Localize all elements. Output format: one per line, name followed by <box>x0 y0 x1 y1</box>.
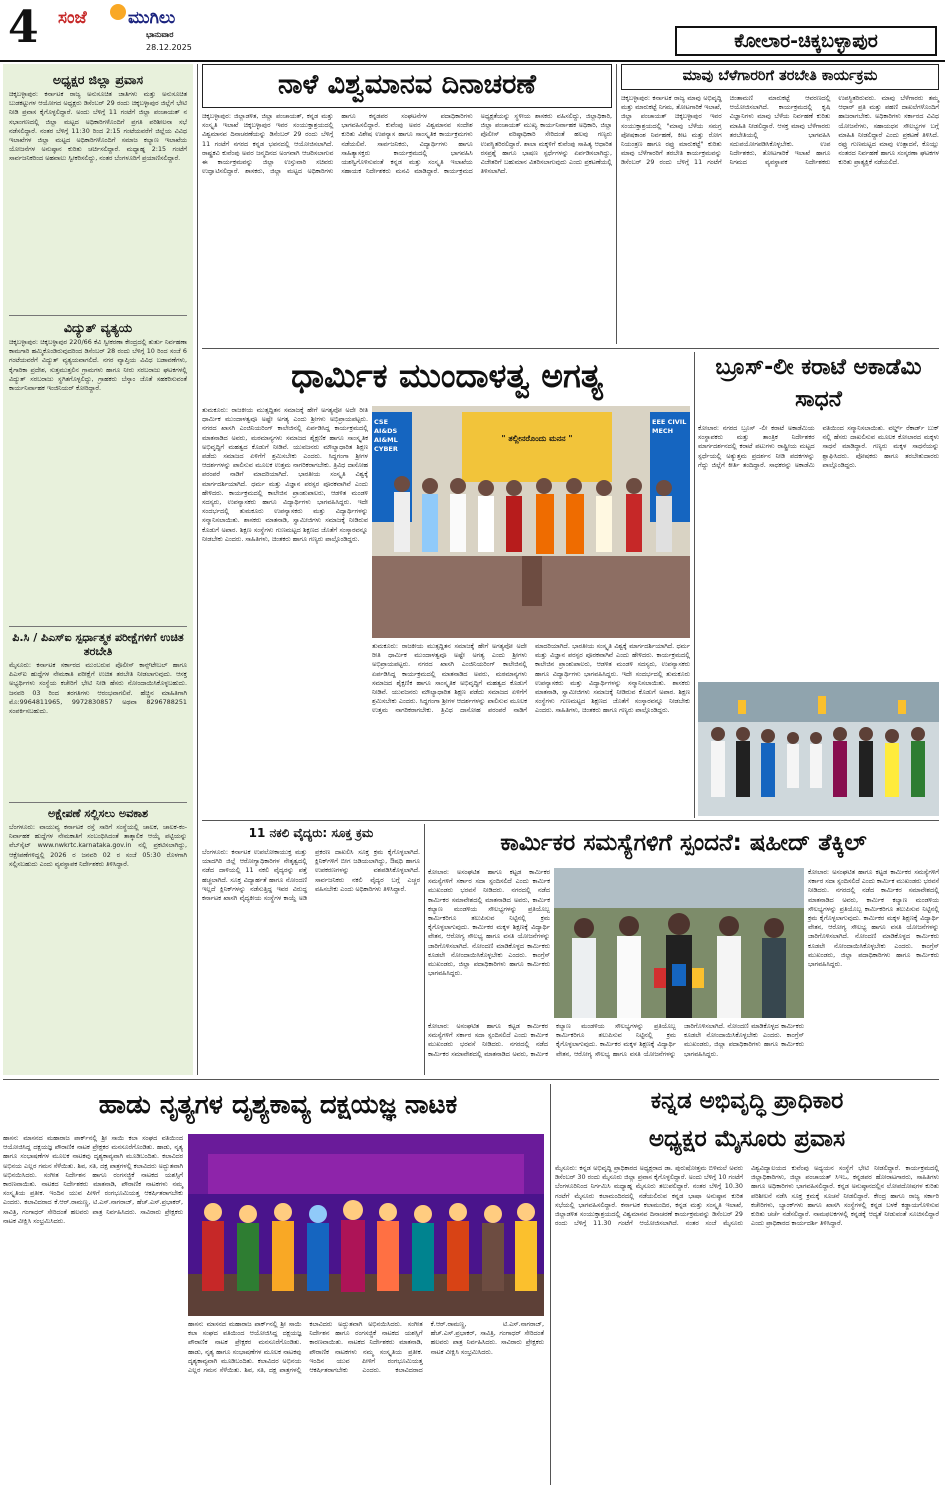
drama-body-lead: ಹಾಸನ: ಮಾಸನದ ಮಹಾರಾಜ ಪಾರ್ಕ್‌ನಲ್ಲಿ ಶ್ರೀ ಸಾಯಿ ಕಲಾ ಸಂಘದ ವತಿಯಿಂದ ಆಯೋಜಿಸಿದ್ದ ದಕ್ಷಯಜ್ಞ ಪೌರಾಣಿಕ ನಾಟಕ ಪ್ರೇಕ್ಷಕರ ಮನಸೂರೆಗೊಂಡಿತು. ಹಾಡು, ನೃತ್ಯ ಹಾಗೂ ಸಂಭಾಷಣೆಗಳ ಮೂಲಕ ನಾಟಕವು ದೃಶ್ಯಕಾವ್ಯವಾಗಿ ಮೂಡಿಬಂದಿತು. ಕಲಾವಿದರ ಅಭಿನಯ ಎಲ್ಲರ ಗಮನ ಸೆಳೆಯಿತು. ಶಿವ, ಸತಿ, ದಕ್ಷ ಪಾತ್ರಗಳಲ್ಲಿ ಕಲಾವಿದರು ಅದ್ಭುತವಾಗಿ ಅಭಿನಯಿಸಿದರು. ಸಂಗೀತ ನಿರ್ದೇಶನ ಹಾಗೂ ರಂಗಸಜ್ಜಿಕೆ ನಾಟಕದ ಯಶಸ್ಸಿಗೆ ಕಾರಣವಾಯಿತು. ನಾಟಕದ ನಿರ್ದೇಶಕರು ಮಾತನಾಡಿ, ಪೌರಾಣಿಕ ನಾಟಕಗಳು ನಮ್ಮ ಸಂಸ್ಕೃತಿಯ ಪ್ರತೀಕ. ಇಂದಿನ ಯುವ ಪೀಳಿಗೆ ರಂಗಭೂಮಿಯತ್ತ ಆಕರ್ಷಿತರಾಗಬೇಕು ಎಂದರು. ಕಲಾವಿದರಾದ ಕೆ.ಆರ್.ರಾಮಣ್ಣ, ಟಿ.ಎಸ್.ನಾಗರಾಜ್, ಹೆಚ್.ಎಸ್.ಪ್ರಭಾಕರ್, ಸಾವಿತ್ರಿ, ಗಂಗಾಧರ್ ಸೇರಿದಂತೆ ಹಲವರು ಪಾತ್ರ ನಿರ್ವಹಿಸಿದರು. ಸಾವಿರಾರು ಪ್ರೇಕ್ಷಕರು ನಾಟಕ ವೀಕ್ಷಿಸಿ ಸಂಭ್ರಮಿಸಿದರು. <box>3 1134 183 1225</box>
karate-photo-illustration <box>698 682 939 816</box>
left-sidebar <box>3 64 193 1075</box>
religion-event-photo <box>372 406 690 638</box>
drama-stage-photo <box>188 1134 544 1316</box>
sidebar-story1-headline: ಅಧ್ಯಕ್ಷರ ಜಿಲ್ಲಾ ಪ್ರವಾಸ <box>52 72 144 87</box>
workers-body-lead: ಕೋಲಾರ: ಅಸಂಘಟಿತ ಹಾಗೂ ಕಟ್ಟಡ ಕಾರ್ಮಿಕರ ಸಮಸ್ಯೆಗಳಿಗೆ ಸರ್ಕಾರ ಸದಾ ಸ್ಪಂದಿಸಲಿದೆ ಎಂದು ಕಾರ್ಮಿಕ ಮುಖಂಡರು ಭರವಸೆ ನೀಡಿದರು. ನಗರದಲ್ಲಿ ನಡೆದ ಕಾರ್ಮಿಕರ ಸಮಾವೇಶದಲ್ಲಿ ಮಾತನಾಡಿದ ಅವರು, ಕಾರ್ಮಿಕ ಕಲ್ಯಾಣ ಮಂಡಳಿಯ ಸೌಲಭ್ಯಗಳನ್ನು ಪ್ರತಿಯೊಬ್ಬ ಕಾರ್ಮಿಕರಿಗೂ ತಲುಪಿಸುವ ನಿಟ್ಟಿನಲ್ಲಿ ಕ್ರಮ ಕೈಗೊಳ್ಳಲಾಗುವುದು. ಕಾರ್ಮಿಕರ ಮಕ್ಕಳ ಶಿಕ್ಷಣಕ್ಕೆ ವಿದ್ಯಾರ್ಥಿ ವೇತನ, ಆರೋಗ್ಯ ಸೌಲಭ್ಯ ಹಾಗೂ ವಸತಿ ಯೋಜನೆಗಳನ್ನು ಜಾರಿಗೊಳಿಸಲಾಗಿದೆ. ನೋಂದಣಿ ಮಾಡಿಕೊಳ್ಳದ ಕಾರ್ಮಿಕರು ಕೂಡಲೇ ನೋಂದಾಯಿಸಿಕೊಳ್ಳಬೇಕು ಎಂದರು. ಕಾಂಗ್ರೆಸ್ ಮುಖಂಡರು, ಜಿಲ್ಲಾ ಪದಾಧಿಕಾರಿಗಳು ಹಾಗೂ ಕಾರ್ಮಿಕರು ಭಾಗವಹಿಸಿದ್ದರು. <box>428 868 550 978</box>
sidebar-story3-body: ಮೈಸೂರು: ಕರ್ನಾಟಕ ಸರ್ಕಾರದ ಮುಂಬರುವ ಪೊಲೀಸ್ ಕಾನ್ಸ್‌ಟೇಬಲ್ ಹಾಗೂ ಪಿಎಸ್ಐ ಹುದ್ದೆಗಳ ನೇಮಕಾತಿ ಪರೀಕ್ಷೆಗೆ ಉಚಿತ ತರಬೇತಿ ನೀಡಲಾಗುವುದು. ಆಸಕ್ತ ಅಭ್ಯರ್ಥಿಗಳು ಸಂಸ್ಥೆಯ ಕಚೇರಿಗೆ ಭೇಟಿ ನೀಡಿ ಹೆಸರು ನೋಂದಾಯಿಸಿಕೊಳ್ಳಬಹುದು. ಜನವರಿ 03 ರಿಂದ ತರಗತಿಗಳು ಆರಂಭವಾಗಲಿವೆ. ಹೆಚ್ಚಿನ ಮಾಹಿತಿಗಾಗಿ ಮೊ:9964811965, 9972830857 ಅಥವಾ 8296788251 ಸಂಪರ್ಕಿಸಬಹುದು. <box>9 661 187 716</box>
sidebar-story4-body: ಬೆಂಗಳೂರು: ವಾಯುವ್ಯ ಕರ್ನಾಟಕ ರಸ್ತೆ ಸಾರಿಗೆ ಸಂಸ್ಥೆಯಲ್ಲಿ ಚಾಲಕ, ಚಾಲಕ-ಕಂ-ನಿರ್ವಾಹಕ ಹುದ್ದೆಗಳ ನೇಮಕಾತಿಗೆ ಸಂಬಂಧಿಸಿದಂತೆ ತಾತ್ಕಾಲಿಕ ಆಯ್ಕೆ ಪಟ್ಟಿಯನ್ನು ವೆಬ್‌ಸೈಟ್ www.nwkrtc.karnataka.gov.in ನಲ್ಲಿ ಪ್ರಕಟಿಸಲಾಗಿದ್ದು, ಆಕ್ಷೇಪಣೆಗಳಿದ್ದಲ್ಲಿ 2026 ರ ಜನವರಿ 02 ರ ಸಂಜೆ 05:30 ರೊಳಗಾಗಿ ಸಲ್ಲಿಸಬಹುದು ಎಂದು ವ್ಯವಸ್ಥಾಪಕ ನಿರ್ದೇಶಕರು ತಿಳಿಸಿದ್ದಾರೆ. <box>9 823 187 868</box>
drama-photo-illustration <box>188 1134 544 1316</box>
karate-team-photo <box>698 682 939 816</box>
column-rule <box>197 64 198 1075</box>
section-rule <box>202 348 939 349</box>
drama-body-continued: ಹಾಸನ: ಮಾಸನದ ಮಹಾರಾಜ ಪಾರ್ಕ್‌ನಲ್ಲಿ ಶ್ರೀ ಸಾಯಿ ಕಲಾ ಸಂಘದ ವತಿಯಿಂದ ಆಯೋಜಿಸಿದ್ದ ದಕ್ಷಯಜ್ಞ ಪೌರಾಣಿಕ ನಾಟಕ ಪ್ರೇಕ್ಷಕರ ಮನಸೂರೆಗೊಂಡಿತು. ಹಾಡು, ನೃತ್ಯ ಹಾಗೂ ಸಂಭಾಷಣೆಗಳ ಮೂಲಕ ನಾಟಕವು ದೃಶ್ಯಕಾವ್ಯವಾಗಿ ಮೂಡಿಬಂದಿತು. ಕಲಾವಿದರ ಅಭಿನಯ ಎಲ್ಲರ ಗಮನ ಸೆಳೆಯಿತು. ಶಿವ, ಸತಿ, ದಕ್ಷ ಪಾತ್ರಗಳಲ್ಲಿ ಕಲಾವಿದರು ಅದ್ಭುತವಾಗಿ ಅಭಿನಯಿಸಿದರು. ಸಂಗೀತ ನಿರ್ದೇಶನ ಹಾಗೂ ರಂಗಸಜ್ಜಿಕೆ ನಾಟಕದ ಯಶಸ್ಸಿಗೆ ಕಾರಣವಾಯಿತು. ನಾಟಕದ ನಿರ್ದೇಶಕರು ಮಾತನಾಡಿ, ಪೌರಾಣಿಕ ನಾಟಕಗಳು ನಮ್ಮ ಸಂಸ್ಕೃತಿಯ ಪ್ರತೀಕ. ಇಂದಿನ ಯುವ ಪೀಳಿಗೆ ರಂಗಭೂಮಿಯತ್ತ ಆಕರ್ಷಿತರಾಗಬೇಕು ಎಂದರು. ಕಲಾವಿದರಾದ ಕೆ.ಆರ್.ರಾಮಣ್ಣ, ಟಿ.ಎಸ್.ನಾಗರಾಜ್, ಹೆಚ್.ಎಸ್.ಪ್ರಭಾಕರ್, ಸಾವಿತ್ರಿ, ಗಂಗಾಧರ್ ಸೇರಿದಂತೆ ಹಲವರು ಪಾತ್ರ ನಿರ್ವಹಿಸಿದರು. ಸಾವಿರಾರು ಪ್ರೇಕ್ಷಕರು ನಾಟಕ ವೀಕ್ಷಿಸಿ ಸಂಭ್ರಮಿಸಿದರು. <box>188 1320 544 1375</box>
karate-headline: ಬ್ರೂಸ್-ಲೀ ಕರಾಟೆ ಅಕಾಡೆಮಿ ಸಾಧನೆ <box>715 355 922 412</box>
drama-headline: ಹಾಡು ನೃತ್ಯಗಳ ದೃಶ್ಯಕಾವ್ಯ ದಕ್ಷಯಜ್ಞ ನಾಟಕ <box>98 1090 458 1120</box>
human-unity-headline: ನಾಳೆ ವಿಶ್ವಮಾನವ ದಿನಾಚರಣೆ <box>202 64 612 108</box>
workers-headline: ಕಾರ್ಮಿಕರ ಸಮಸ್ಯೆಗಳಿಗೆ ಸ್ಪಂದನೆ: ಷಹೀದ್ ತೆಕ್ಕಿಲ್ <box>500 830 867 856</box>
issue-date: 28.12.2025 <box>146 43 192 52</box>
section-rule <box>3 1079 939 1080</box>
column-rule <box>616 64 617 344</box>
religion-photo-banner: " ತಲ್ಲೀನರೊಂದು ಮನನ " <box>501 434 573 443</box>
sidebar-divider <box>9 626 187 627</box>
sidebar-story2-headline: ವಿದ್ಯುತ್ ವ್ಯತ್ಯಯ <box>63 320 133 335</box>
religion-headline: ಧಾರ್ಮಿಕ ಮುಂದಾಳತ್ವ ಅಗತ್ಯ <box>291 356 603 395</box>
workers-body-right: ಕೋಲಾರ: ಅಸಂಘಟಿತ ಹಾಗೂ ಕಟ್ಟಡ ಕಾರ್ಮಿಕರ ಸಮಸ್ಯೆಗಳಿಗೆ ಸರ್ಕಾರ ಸದಾ ಸ್ಪಂದಿಸಲಿದೆ ಎಂದು ಕಾರ್ಮಿಕ ಮುಖಂಡರು ಭರವಸೆ ನೀಡಿದರು. ನಗರದಲ್ಲಿ ನಡೆದ ಕಾರ್ಮಿಕರ ಸಮಾವೇಶದಲ್ಲಿ ಮಾತನಾಡಿದ ಅವರು, ಕಾರ್ಮಿಕ ಕಲ್ಯಾಣ ಮಂಡಳಿಯ ಸೌಲಭ್ಯಗಳನ್ನು ಪ್ರತಿಯೊಬ್ಬ ಕಾರ್ಮಿಕರಿಗೂ ತಲುಪಿಸುವ ನಿಟ್ಟಿನಲ್ಲಿ ಕ್ರಮ ಕೈಗೊಳ್ಳಲಾಗುವುದು. ಕಾರ್ಮಿಕರ ಮಕ್ಕಳ ಶಿಕ್ಷಣಕ್ಕೆ ವಿದ್ಯಾರ್ಥಿ ವೇತನ, ಆರೋಗ್ಯ ಸೌಲಭ್ಯ ಹಾಗೂ ವಸತಿ ಯೋಜನೆಗಳನ್ನು ಜಾರಿಗೊಳಿಸಲಾಗಿದೆ. ನೋಂದಣಿ ಮಾಡಿಕೊಳ್ಳದ ಕಾರ್ಮಿಕರು ಕೂಡಲೇ ನೋಂದಾಯಿಸಿಕೊಳ್ಳಬೇಕು ಎಂದರು. ಕಾಂಗ್ರೆಸ್ ಮುಖಂಡರು, ಜಿಲ್ಲಾ ಪದಾಧಿಕಾರಿಗಳು ಹಾಗೂ ಕಾರ್ಮಿಕರು ಭಾಗವಹಿಸಿದ್ದರು. <box>808 868 939 969</box>
sidebar-divider <box>9 802 187 803</box>
human-unity-body: ಚಿಕ್ಕಬಳ್ಳಾಪುರ: ಜಿಲ್ಲಾಡಳಿತ, ಜಿಲ್ಲಾ ಪಂಚಾಯತ್, ಕನ್ನಡ ಮತ್ತು ಸಂಸ್ಕೃತಿ ಇಲಾಖೆ ಚಿಕ್ಕಬಳ್ಳಾಪುರ ಇವರ ಸಂಯುಕ್ತಾಶ್ರಯದಲ್ಲಿ ವಿಶ್ವಮಾನವ ದಿನಾಚರಣೆಯನ್ನು ಡಿಸೆಂಬರ್ 29 ರಂದು ಬೆಳಿಗ್ಗೆ 11 ಗಂಟೆಗೆ ನಗರದ ಕನ್ನಡ ಭವನದಲ್ಲಿ ಆಯೋಜಿಸಲಾಗಿದೆ. ರಾಷ್ಟ್ರಕವಿ ಕುವೆಂಪು ಅವರ ಜನ್ಮದಿನದ ಅಂಗವಾಗಿ ಆಚರಿಸಲಾಗುವ ಈ ಕಾರ್ಯಕ್ರಮವನ್ನು ಜಿಲ್ಲಾ ಉಸ್ತುವಾರಿ ಸಚಿವರು ಉದ್ಘಾಟಿಸಲಿದ್ದಾರೆ. ಶಾಸಕರು, ಜಿಲ್ಲಾ ಮಟ್ಟದ ಅಧಿಕಾರಿಗಳು ಹಾಗೂ ಕನ್ನಡಪರ ಸಂಘಟನೆಗಳ ಪದಾಧಿಕಾರಿಗಳು ಭಾಗವಹಿಸಲಿದ್ದಾರೆ. ಕುವೆಂಪು ಅವರ ವಿಶ್ವಮಾನವ ಸಂದೇಶ ಕುರಿತು ವಿಶೇಷ ಉಪನ್ಯಾಸ ಹಾಗೂ ಸಾಂಸ್ಕೃತಿಕ ಕಾರ್ಯಕ್ರಮಗಳು ನಡೆಯಲಿವೆ. ಸಾರ್ವಜನಿಕರು, ವಿದ್ಯಾರ್ಥಿಗಳು ಹಾಗೂ ಸಾಹಿತ್ಯಾಸಕ್ತರು ಕಾರ್ಯಕ್ರಮದಲ್ಲಿ ಭಾಗವಹಿಸಿ ಯಶಸ್ವಿಗೊಳಿಸುವಂತೆ ಕನ್ನಡ ಮತ್ತು ಸಂಸ್ಕೃತಿ ಇಲಾಖೆಯ ಸಹಾಯಕ ನಿರ್ದೇಶಕರು ಮನವಿ ಮಾಡಿದ್ದಾರೆ. ಕಾರ್ಯಕ್ರಮದ ಅಧ್ಯಕ್ಷತೆಯನ್ನು ಸ್ಥಳೀಯ ಶಾಸಕರು ವಹಿಸಲಿದ್ದು, ಜಿಲ್ಲಾಧಿಕಾರಿ, ಜಿಲ್ಲಾ ಪಂಚಾಯತ್ ಮುಖ್ಯ ಕಾರ್ಯನಿರ್ವಾಹಕ ಅಧಿಕಾರಿ, ಜಿಲ್ಲಾ ಪೊಲೀಸ್ ವರಿಷ್ಠಾಧಿಕಾರಿ ಸೇರಿದಂತೆ ಹಲವು ಗಣ್ಯರು ಉಪಸ್ಥಿತರಿರಲಿದ್ದಾರೆ. ಶಾಲಾ ಮಕ್ಕಳಿಗೆ ಕುವೆಂಪು ಸಾಹಿತ್ಯ ಆಧಾರಿತ ರಸಪ್ರಶ್ನೆ ಹಾಗೂ ಭಾಷಣ ಸ್ಪರ್ಧೆಗಳನ್ನು ಏರ್ಪಡಿಸಲಾಗಿದ್ದು, ವಿಜೇತರಿಗೆ ಬಹುಮಾನ ವಿತರಿಸಲಾಗುವುದು ಎಂದು ಪ್ರಕಟಣೆಯಲ್ಲಿ ತಿಳಿಸಲಾಗಿದೆ. <box>202 112 612 176</box>
kannada-authority-headline-line2: ಅಧ್ಯಕ್ಷರ ಮೈಸೂರು ಪ್ರವಾಸ <box>648 1126 846 1152</box>
sidebar-story1-body: ಚಿಕ್ಕಬಳ್ಳಾಪುರ: ಕರ್ನಾಟಕ ರಾಜ್ಯ ಅನುಸೂಚಿತ ಜಾತಿಗಳು ಮತ್ತು ಅನುಸೂಚಿತ ಬುಡಕಟ್ಟುಗಳ ಆಯೋಗದ ಅಧ್ಯಕ್ಷರು ಡಿಸೆಂಬರ್ 29 ರಂದು ಚಿಕ್ಕಬಳ್ಳಾಪುರ ಜಿಲ್ಲೆಗೆ ಭೇಟಿ ನೀಡಿ ಪ್ರವಾಸ ಕೈಗೊಳ್ಳಲಿದ್ದಾರೆ. ಅಂದು ಬೆಳಿಗ್ಗೆ 11 ಗಂಟೆಗೆ ಜಿಲ್ಲಾ ಪಂಚಾಯತ್ ನ ಸಭಾಂಗಣದಲ್ಲಿ ಜಿಲ್ಲಾ ಮಟ್ಟದ ಅಧಿಕಾರಿಗಳೊಂದಿಗೆ ಪ್ರಗತಿ ಪರಿಶೀಲನಾ ಸಭೆ ನಡೆಸಲಿದ್ದಾರೆ. ನಂತರ ಬೆಳಿಗ್ಗೆ 11:30 ರಿಂದ 2:15 ಗಂಟೆಯವರೆಗೆ ಜಿಲ್ಲೆಯ ವಿವಿಧ ಇಲಾಖೆಗಳ ಜಿಲ್ಲಾ ಮಟ್ಟದ ಅಧಿಕಾರಿಗಳೊಂದಿಗೆ ಸಮಾಜ ಕಲ್ಯಾಣ ಇಲಾಖೆಯ ಯೋಜನೆಗಳ ಅನುಷ್ಠಾನ ಕುರಿತು ಚರ್ಚಿಸಲಿದ್ದಾರೆ. ಮಧ್ಯಾಹ್ನ 2:15 ಗಂಟೆಗೆ ಸಾರ್ವಜನಿಕರಿಂದ ಅಹವಾಲು ಸ್ವೀಕರಿಸಲಿದ್ದು, ನಂತರ ಬೆಂಗಳೂರಿಗೆ ಪ್ರಯಾಣಿಸಲಿದ್ದಾರೆ. <box>9 90 187 163</box>
fake-doctors-body: ಬೆಂಗಳೂರು: ಕರ್ನಾಟಕ ಉಪಲೋಕಾಯುಕ್ತ ಮತ್ತು ಯಾದಗಿರಿ ಜಿಲ್ಲೆ ಆರೋಗ್ಯಾಧಿಕಾರಿಗಳ ನೇತೃತ್ವದಲ್ಲಿ ನಡೆದ ದಾಳಿಯಲ್ಲಿ 11 ನಕಲಿ ವೈದ್ಯರನ್ನು ಪತ್ತೆ ಹಚ್ಚಲಾಗಿದೆ. ಸೂಕ್ತ ವಿದ್ಯಾರ್ಹತೆ ಹಾಗೂ ನೋಂದಣಿ ಇಲ್ಲದೆ ಕ್ಲಿನಿಕ್‌ಗಳನ್ನು ನಡೆಸುತ್ತಿದ್ದ ಇವರ ವಿರುದ್ಧ ಕರ್ನಾಟಕ ಖಾಸಗಿ ವೈದ್ಯಕೀಯ ಸಂಸ್ಥೆಗಳ ಕಾಯ್ದೆ ಅಡಿ ಪ್ರಕರಣ ದಾಖಲಿಸಿ ಸೂಕ್ತ ಕ್ರಮ ಕೈಗೊಳ್ಳಲಾಗಿದೆ. ಕ್ಲಿನಿಕ್‌ಗಳಿಗೆ ಬೀಗ ಜಡಿಯಲಾಗಿದ್ದು, ಔಷಧಿ ಹಾಗೂ ಉಪಕರಣಗಳನ್ನು ವಶಪಡಿಸಿಕೊಳ್ಳಲಾಗಿದೆ. ಸಾರ್ವಜನಿಕರು ನಕಲಿ ವೈದ್ಯರ ಬಗ್ಗೆ ಎಚ್ಚರ ವಹಿಸಬೇಕು ಎಂದು ಅಧಿಕಾರಿಗಳು ತಿಳಿಸಿದ್ದಾರೆ. <box>202 848 420 903</box>
workers-body-bottom: ಕೋಲಾರ: ಅಸಂಘಟಿತ ಹಾಗೂ ಕಟ್ಟಡ ಕಾರ್ಮಿಕರ ಸಮಸ್ಯೆಗಳಿಗೆ ಸರ್ಕಾರ ಸದಾ ಸ್ಪಂದಿಸಲಿದೆ ಎಂದು ಕಾರ್ಮಿಕ ಮುಖಂಡರು ಭರವಸೆ ನೀಡಿದರು. ನಗರದಲ್ಲಿ ನಡೆದ ಕಾರ್ಮಿಕರ ಸಮಾವೇಶದಲ್ಲಿ ಮಾತನಾಡಿದ ಅವರು, ಕಾರ್ಮಿಕ ಕಲ್ಯಾಣ ಮಂಡಳಿಯ ಸೌಲಭ್ಯಗಳನ್ನು ಪ್ರತಿಯೊಬ್ಬ ಕಾರ್ಮಿಕರಿಗೂ ತಲುಪಿಸುವ ನಿಟ್ಟಿನಲ್ಲಿ ಕ್ರಮ ಕೈಗೊಳ್ಳಲಾಗುವುದು. ಕಾರ್ಮಿಕರ ಮಕ್ಕಳ ಶಿಕ್ಷಣಕ್ಕೆ ವಿದ್ಯಾರ್ಥಿ ವೇತನ, ಆರೋಗ್ಯ ಸೌಲಭ್ಯ ಹಾಗೂ ವಸತಿ ಯೋಜನೆಗಳನ್ನು ಜಾರಿಗೊಳಿಸಲಾಗಿದೆ. ನೋಂದಣಿ ಮಾಡಿಕೊಳ್ಳದ ಕಾರ್ಮಿಕರು ಕೂಡಲೇ ನೋಂದಾಯಿಸಿಕೊಳ್ಳಬೇಕು ಎಂದರು. ಕಾಂಗ್ರೆಸ್ ಮುಖಂಡರು, ಜಿಲ್ಲಾ ಪದಾಧಿಕಾರಿಗಳು ಹಾಗೂ ಕಾರ್ಮಿಕರು ಭಾಗವಹಿಸಿದ್ದರು. <box>428 1022 804 1058</box>
masthead-rule <box>0 60 945 62</box>
page-number: 4 <box>8 2 39 53</box>
column-rule <box>694 352 695 818</box>
workers-press-photo <box>554 868 804 1018</box>
sidebar-divider <box>9 315 187 316</box>
religion-body-continued: ತುಮಕೂರು: ರಾಜಕೀಯ ಮುತ್ಸದ್ದಿತನ ಸಮಾಜಕ್ಕೆ ಹೇಗೆ ಅಗತ್ಯವೋ ಅದೇ ರೀತಿ ಧಾರ್ಮಿಕ ಮುಂದಾಳತ್ವವೂ ಅಷ್ಟೇ ಅಗತ್ಯ ಎಂದು ಶ್ರೀಗಳು ಅಭಿಪ್ರಾಯಪಟ್ಟರು. ನಗರದ ಖಾಸಗಿ ಎಂಜಿನಿಯರಿಂಗ್ ಕಾಲೇಜಿನಲ್ಲಿ ಏರ್ಪಡಿಸಿದ್ದ ಕಾರ್ಯಕ್ರಮದಲ್ಲಿ ಮಾತನಾಡಿದ ಅವರು, ಮಠಮಾನ್ಯಗಳು ಸಮಾಜದ ಶೈಕ್ಷಣಿಕ ಹಾಗೂ ಸಾಂಸ್ಕೃತಿಕ ಅಭಿವೃದ್ಧಿಗೆ ಮಹತ್ವದ ಕೊಡುಗೆ ನೀಡಿವೆ. ಯುವಜನರು ಮೌಲ್ಯಾಧಾರಿತ ಶಿಕ್ಷಣ ಪಡೆದು ಸಮಾಜದ ಏಳಿಗೆಗೆ ಶ್ರಮಿಸಬೇಕು ಎಂದರು. ಸಿದ್ಧಗಂಗಾ ಶ್ರೀಗಳ ಆದರ್ಶಗಳನ್ನು ಪಾಲಿಸುವ ಮೂಲಕ ಉತ್ತಮ ನಾಗರಿಕರಾಗಬೇಕು. ತ್ರಿವಿಧ ದಾಸೋಹ ಪರಂಪರೆ ನಾಡಿಗೆ ಮಾದರಿಯಾಗಿದೆ. ಭಾರತೀಯ ಸಂಸ್ಕೃತಿ ವಿಶ್ವಕ್ಕೆ ಮಾರ್ಗದರ್ಶಿಯಾಗಿದೆ. ಧರ್ಮ ಮತ್ತು ವಿಜ್ಞಾನ ಪರಸ್ಪರ ಪೂರಕವಾಗಿವೆ ಎಂದು ಹೇಳಿದರು. ಕಾರ್ಯಕ್ರಮದಲ್ಲಿ ಕಾಲೇಜಿನ ಪ್ರಾಂಶುಪಾಲರು, ಆಡಳಿತ ಮಂಡಳಿ ಸದಸ್ಯರು, ಉಪನ್ಯಾಸಕರು ಹಾಗೂ ವಿದ್ಯಾರ್ಥಿಗಳು ಭಾಗವಹಿಸಿದ್ದರು. ಇದೇ ಸಂದರ್ಭದಲ್ಲಿ ತುಮಕೂರು ಉಪನ್ಯಾಸಕರು ಮತ್ತು ವಿದ್ಯಾರ್ಥಿಗಳನ್ನು ಸನ್ಮಾನಿಸಲಾಯಿತು. ಶಾಸಕರು ಮಾತನಾಡಿ, ಸ್ವಾಮೀಜಿಗಳು ಸಮಾಜಕ್ಕೆ ನೀಡಿರುವ ಕೊಡುಗೆ ಅಪಾರ. ಶಿಕ್ಷಣ ಸಂಸ್ಥೆಗಳು ಗುಣಮಟ್ಟದ ಶಿಕ್ಷಣದ ಜೊತೆಗೆ ಸಂಸ್ಕಾರವನ್ನೂ ನೀಡಬೇಕು ಎಂದರು. ಸಾಹಿತಿಗಳು, ಚಿಂತಕರು ಹಾಗೂ ಗಣ್ಯರು ಪಾಲ್ಗೊಂಡಿದ್ದರು. <box>372 642 690 715</box>
sun-logo-icon <box>110 4 126 20</box>
column-rule <box>424 824 425 1075</box>
district-label: ಕೋಲಾರ-ಚಿಕ್ಕಬಳ್ಳಾಪುರ <box>675 26 937 56</box>
kannada-authority-headline-line1: ಕನ್ನಡ ಅಭಿವೃದ್ಧಿ ಪ್ರಾಧಿಕಾರ <box>650 1088 844 1114</box>
people-group-icon <box>711 727 925 797</box>
mango-training-body: ಚಿಕ್ಕಬಳ್ಳಾಪುರ: ಕರ್ನಾಟಕ ರಾಜ್ಯ ಮಾವು ಅಭಿವೃದ್ಧಿ ಮತ್ತು ಮಾರುಕಟ್ಟೆ ನಿಗಮ, ತೋಟಗಾರಿಕೆ ಇಲಾಖೆ, ಜಿಲ್ಲಾ ಪಂಚಾಯತ್ ಚಿಕ್ಕಬಳ್ಳಾಪುರ ಇವರ ಸಂಯುಕ್ತಾಶ್ರಯದಲ್ಲಿ "ಮಾವು ಬೆಳೆಯ ಸಮಗ್ರ ಪೋಷಕಾಂಶ ನಿರ್ವಹಣೆ, ಕೀಟ ಮತ್ತು ರೋಗ ನಿಯಂತ್ರಣ ಹಾಗೂ ರಫ್ತು ಮಾರುಕಟ್ಟೆ" ಕುರಿತು ಮಾವು ಬೆಳೆಗಾರರಿಗೆ ತರಬೇತಿ ಕಾರ್ಯಕ್ರಮವನ್ನು ಡಿಸೆಂಬರ್ 29 ರಂದು ಬೆಳಿಗ್ಗೆ 11 ಗಂಟೆಗೆ ಚಿಂತಾಮಣಿ ಮಾರುಕಟ್ಟೆ ಆವರಣದಲ್ಲಿ ಆಯೋಜಿಸಲಾಗಿದೆ. ಕಾರ್ಯಕ್ರಮದಲ್ಲಿ ಕೃಷಿ ವಿಜ್ಞಾನಿಗಳು ಮಾವು ಬೆಳೆಯ ನಿರ್ವಹಣೆ ಕುರಿತು ಮಾಹಿತಿ ನೀಡಲಿದ್ದಾರೆ. ಆಸಕ್ತ ಮಾವು ಬೆಳೆಗಾರರು ತರಬೇತಿಯಲ್ಲಿ ಭಾಗವಹಿಸಿ ಸದುಪಯೋಗಪಡಿಸಿಕೊಳ್ಳಬೇಕು. ಉಪ ನಿರ್ದೇಶಕರು, ತೋಟಗಾರಿಕೆ ಇಲಾಖೆ ಹಾಗೂ ನಿಗಮದ ವ್ಯವಸ್ಥಾಪಕ ನಿರ್ದೇಶಕರು ಉಪಸ್ಥಿತರಿರುವರು. ಮಾವು ಬೆಳೆಗಾರರು ತಮ್ಮ ಆಧಾರ್ ಪ್ರತಿ ಮತ್ತು ಪಹಣಿ ದಾಖಲೆಗಳೊಂದಿಗೆ ಹಾಜರಾಗಬೇಕು. ಅಧಿಕಾರಿಗಳು ಸರ್ಕಾರದ ವಿವಿಧ ಯೋಜನೆಗಳು, ಸಹಾಯಧನ ಸೌಲಭ್ಯಗಳ ಬಗ್ಗೆ ಮಾಹಿತಿ ನೀಡಲಿದ್ದಾರೆ ಎಂದು ಪ್ರಕಟಣೆ ತಿಳಿಸಿದೆ. ರಫ್ತು ಗುಣಮಟ್ಟದ ಮಾವು ಉತ್ಪಾದನೆ, ಕೊಯ್ಲು ನಂತರದ ನಿರ್ವಹಣೆ ಹಾಗೂ ಸಂಸ್ಕರಣಾ ಘಟಕಗಳ ಕುರಿತು ಪ್ರಾತ್ಯಕ್ಷಿಕೆ ನಡೆಯಲಿದೆ. <box>621 94 939 167</box>
masthead <box>0 0 945 62</box>
workers-photo-illustration <box>554 868 804 1018</box>
fake-doctors-headline: 11 ನಕಲಿ ವೈದ್ಯರು: ಸೂಕ್ತ ಕ್ರಮ <box>248 826 374 840</box>
sidebar-story4-headline: ಅಕ್ಷೇಪಣೆ ಸಲ್ಲಿಸಲು ಅವಕಾಶ <box>47 807 149 820</box>
karate-body: ಕೋಲಾರ: ನಗರದ ಬ್ರೂಸ್ -ಲೀ ಕರಾಟೆ ಅಕಾಡೆಮಿಯ ಸಂಸ್ಥಾಪಕರು ಮತ್ತು ತಾಂತ್ರಿಕ ನಿರ್ದೇಶಕರ ಮಾರ್ಗದರ್ಶನದಲ್ಲಿ ಕರಾಟೆ ಪಟುಗಳು ರಾಷ್ಟ್ರೀಯ ಮಟ್ಟದ ಸ್ಪರ್ಧೆಯಲ್ಲಿ ಅತ್ಯುತ್ತಮ ಪ್ರದರ್ಶನ ನೀಡಿ ಪದಕಗಳನ್ನು ಗೆದ್ದು ಜಿಲ್ಲೆಗೆ ಕೀರ್ತಿ ತಂದಿದ್ದಾರೆ. ಸಾಧಕರನ್ನು ಅಕಾಡೆಮಿ ವತಿಯಿಂದ ಸನ್ಮಾನಿಸಲಾಯಿತು. ವರ್ಲ್ಡ್ ರೆಕಾರ್ಡ್ ಬುಕ್ ನಲ್ಲಿ ಹೆಸರು ದಾಖಲಿಸುವ ಮೂಲಕ ಕೋಲಾರದ ಮಕ್ಕಳು ಸಾಧನೆ ಮಾಡಿದ್ದಾರೆ. ಗಣ್ಯರು ಮಕ್ಕಳ ಸಾಧನೆಯನ್ನು ಶ್ಲಾಘಿಸಿದರು. ಪೋಷಕರು ಹಾಗೂ ತರಬೇತುದಾರರು ಪಾಲ್ಗೊಂಡಿದ್ದರು. <box>698 424 939 469</box>
mango-training-headline: ಮಾವು ಬೆಳೆಗಾರರಿಗೆ ತರಬೇತಿ ಕಾರ್ಯಕ್ರಮ <box>621 64 939 90</box>
column-rule <box>550 1084 551 1485</box>
religion-photo-banner-left: CSE AI&DS AI&ML CYBER <box>374 418 398 453</box>
issue-day: ಭಾನುವಾರ <box>146 30 174 39</box>
section-rule <box>202 820 939 821</box>
religion-body-lead: ತುಮಕೂರು: ರಾಜಕೀಯ ಮುತ್ಸದ್ದಿತನ ಸಮಾಜಕ್ಕೆ ಹೇಗೆ ಅಗತ್ಯವೋ ಅದೇ ರೀತಿ ಧಾರ್ಮಿಕ ಮುಂದಾಳತ್ವವೂ ಅಷ್ಟೇ ಅಗತ್ಯ ಎಂದು ಶ್ರೀಗಳು ಅಭಿಪ್ರಾಯಪಟ್ಟರು. ನಗರದ ಖಾಸಗಿ ಎಂಜಿನಿಯರಿಂಗ್ ಕಾಲೇಜಿನಲ್ಲಿ ಏರ್ಪಡಿಸಿದ್ದ ಕಾರ್ಯಕ್ರಮದಲ್ಲಿ ಮಾತನಾಡಿದ ಅವರು, ಮಠಮಾನ್ಯಗಳು ಸಮಾಜದ ಶೈಕ್ಷಣಿಕ ಹಾಗೂ ಸಾಂಸ್ಕೃತಿಕ ಅಭಿವೃದ್ಧಿಗೆ ಮಹತ್ವದ ಕೊಡುಗೆ ನೀಡಿವೆ. ಯುವಜನರು ಮೌಲ್ಯಾಧಾರಿತ ಶಿಕ್ಷಣ ಪಡೆದು ಸಮಾಜದ ಏಳಿಗೆಗೆ ಶ್ರಮಿಸಬೇಕು ಎಂದರು. ಸಿದ್ಧಗಂಗಾ ಶ್ರೀಗಳ ಆದರ್ಶಗಳನ್ನು ಪಾಲಿಸುವ ಮೂಲಕ ಉತ್ತಮ ನಾಗರಿಕರಾಗಬೇಕು. ತ್ರಿವಿಧ ದಾಸೋಹ ಪರಂಪರೆ ನಾಡಿಗೆ ಮಾದರಿಯಾಗಿದೆ. ಭಾರತೀಯ ಸಂಸ್ಕೃತಿ ವಿಶ್ವಕ್ಕೆ ಮಾರ್ಗದರ್ಶಿಯಾಗಿದೆ. ಧರ್ಮ ಮತ್ತು ವಿಜ್ಞಾನ ಪರಸ್ಪರ ಪೂರಕವಾಗಿವೆ ಎಂದು ಹೇಳಿದರು. ಕಾರ್ಯಕ್ರಮದಲ್ಲಿ ಕಾಲೇಜಿನ ಪ್ರಾಂಶುಪಾಲರು, ಆಡಳಿತ ಮಂಡಳಿ ಸದಸ್ಯರು, ಉಪನ್ಯಾಸಕರು ಹಾಗೂ ವಿದ್ಯಾರ್ಥಿಗಳು ಭಾಗವಹಿಸಿದ್ದರು. ಇದೇ ಸಂದರ್ಭದಲ್ಲಿ ತುಮಕೂರು ಉಪನ್ಯಾಸಕರು ಮತ್ತು ವಿದ್ಯಾರ್ಥಿಗಳನ್ನು ಸನ್ಮಾನಿಸಲಾಯಿತು. ಶಾಸಕರು ಮಾತನಾಡಿ, ಸ್ವಾಮೀಜಿಗಳು ಸಮಾಜಕ್ಕೆ ನೀಡಿರುವ ಕೊಡುಗೆ ಅಪಾರ. ಶಿಕ್ಷಣ ಸಂಸ್ಥೆಗಳು ಗುಣಮಟ್ಟದ ಶಿಕ್ಷಣದ ಜೊತೆಗೆ ಸಂಸ್ಕಾರವನ್ನೂ ನೀಡಬೇಕು ಎಂದರು. ಸಾಹಿತಿಗಳು, ಚಿಂತಕರು ಹಾಗೂ ಗಣ್ಯರು ಪಾಲ್ಗೊಂಡಿದ್ದರು. <box>202 406 368 543</box>
religion-photo-banner-right: EEE CIVIL MECH <box>652 418 687 435</box>
sidebar-story3-headline: ಪಿ.ಸಿ / ಪಿಎಸ್ಐ ಸ್ಪರ್ಧಾತ್ಮಕ ಪರೀಕ್ಷೆಗಳಿಗೆ ಉಚಿತ ತರಬೇತಿ <box>12 631 184 658</box>
brand-name-second: ಮುಗಿಲು <box>128 8 176 28</box>
brand-name-first: ಸಂಜೆ <box>58 8 87 28</box>
sidebar-story2-body: ಚಿಕ್ಕಬಳ್ಳಾಪುರ: ಚಿಕ್ಕಬಳ್ಳಾಪುರ 220/66 ಕೆವಿ ಸ್ವೀಕರಣಾ ಕೇಂದ್ರದಲ್ಲಿ ತುರ್ತು ನಿರ್ವಹಣಾ ಕಾಮಗಾರಿ ಹಮ್ಮಿಕೊಂಡಿರುವುದರಿಂದ ಡಿಸೆಂಬರ್ 28 ರಂದು ಬೆಳಿಗ್ಗೆ 10 ರಿಂದ ಸಂಜೆ 6 ಗಂಟೆಯವರೆಗೆ ವಿದ್ಯುತ್ ವ್ಯತ್ಯಯವಾಗಲಿದೆ. ನಗರ ವ್ಯಾಪ್ತಿಯ ವಿವಿಧ ಬಡಾವಣೆಗಳು, ಕೈಗಾರಿಕಾ ಪ್ರದೇಶ, ಸುತ್ತಮುತ್ತಲಿನ ಗ್ರಾಮಗಳು ಹಾಗೂ ನೀರು ಸರಬರಾಜು ಘಟಕಗಳಲ್ಲಿ ವಿದ್ಯುತ್ ಸರಬರಾಜು ಸ್ಥಗಿತಗೊಳ್ಳಲಿದ್ದು, ಗ್ರಾಹಕರು ಬೆಸ್ಕಾಂ ಜೊತೆ ಸಹಕರಿಸುವಂತೆ ಕಾರ್ಯನಿರ್ವಾಹಕ ಇಂಜಿನಿಯರ್ ಕೋರಿದ್ದಾರೆ. <box>9 338 187 393</box>
kannada-authority-body: ಮೈಸೂರು: ಕನ್ನಡ ಅಭಿವೃದ್ಧಿ ಪ್ರಾಧಿಕಾರದ ಅಧ್ಯಕ್ಷರಾದ ಡಾ. ಪುರುಷೋತ್ತಮ ಬಿಳಿಮಲೆ ಅವರು ಡಿಸೆಂಬರ್ 30 ರಂದು ಮೈಸೂರು ಜಿಲ್ಲಾ ಪ್ರವಾಸ ಕೈಗೊಳ್ಳಲಿದ್ದಾರೆ. ಅಂದು ಬೆಳಿಗ್ಗೆ 10 ಗಂಟೆಗೆ ಬೆಂಗಳೂರಿನಿಂದ ನಿರ್ಗಮಿಸಿ ಮಧ್ಯಾಹ್ನ ಮೈಸೂರು ತಲುಪಲಿದ್ದಾರೆ. ನಂತರ ಬೆಳಿಗ್ಗೆ 10.30 ಗಂಟೆಗೆ ಮೈಸೂರು ಕಲಾಮಂದಿರದಲ್ಲಿ ನಡೆಯಲಿರುವ ಕನ್ನಡ ಭಾಷಾ ಅನುಷ್ಠಾನ ಕುರಿತ ಸಭೆಯಲ್ಲಿ ಭಾಗವಹಿಸಲಿದ್ದಾರೆ. ಕರ್ನಾಟಕ ಕಲಾಮಂದಿರ, ಕನ್ನಡ ಮತ್ತು ಸಂಸ್ಕೃತಿ ಇಲಾಖೆ, ಜಿಲ್ಲಾಡಳಿತ ಸಂಯುಕ್ತಾಶ್ರಯದಲ್ಲಿ ವಿಶ್ವಮಾನವ ದಿನಾಚರಣೆ ಕಾರ್ಯಕ್ರಮವನ್ನು ಡಿಸೆಂಬರ್ 29 ರಂದು ಬೆಳಿಗ್ಗೆ 11.30 ಗಂಟೆಗೆ ಆಯೋಜಿಸಲಾಗಿದೆ. ನಂತರ ಸಂಜೆ ಮೈಸೂರು ವಿಶ್ವವಿದ್ಯಾಲಯದ ಕುವೆಂಪು ಅಧ್ಯಯನ ಸಂಸ್ಥೆಗೆ ಭೇಟಿ ನೀಡಲಿದ್ದಾರೆ. ಕಾರ್ಯಕ್ರಮದಲ್ಲಿ ಜಿಲ್ಲಾಧಿಕಾರಿಗಳು, ಜಿಲ್ಲಾ ಪಂಚಾಯತ್ ಸಿಇಒ, ಕನ್ನಡಪರ ಹೋರಾಟಗಾರರು, ಸಾಹಿತಿಗಳು ಹಾಗೂ ಅಧಿಕಾರಿಗಳು ಭಾಗವಹಿಸಲಿದ್ದಾರೆ. ಕನ್ನಡ ಅನುಷ್ಠಾನದಲ್ಲಿನ ಲೋಪದೋಷಗಳ ಕುರಿತು ಪರಿಶೀಲನೆ ನಡೆಸಿ ಸೂಕ್ತ ಕ್ರಮಕ್ಕೆ ಸೂಚನೆ ನೀಡಲಿದ್ದಾರೆ. ಕೇಂದ್ರ ಹಾಗೂ ರಾಜ್ಯ ಸರ್ಕಾರಿ ಕಚೇರಿಗಳು, ಬ್ಯಾಂಕ್‌ಗಳು ಹಾಗೂ ಖಾಸಗಿ ಸಂಸ್ಥೆಗಳಲ್ಲಿ ಕನ್ನಡ ಬಳಕೆ ಕಡ್ಡಾಯಗೊಳಿಸುವ ಕುರಿತು ಚರ್ಚೆ ನಡೆಸಲಿದ್ದಾರೆ. ನಾಮಫಲಕಗಳಲ್ಲಿ ಕನ್ನಡಕ್ಕೆ ಆದ್ಯತೆ ನೀಡುವಂತೆ ಸೂಚಿಸಲಿದ್ದಾರೆ ಎಂದು ಪ್ರಾಧಿಕಾರದ ಕಾರ್ಯದರ್ಶಿ ತಿಳಿಸಿದ್ದಾರೆ. <box>555 1164 939 1228</box>
